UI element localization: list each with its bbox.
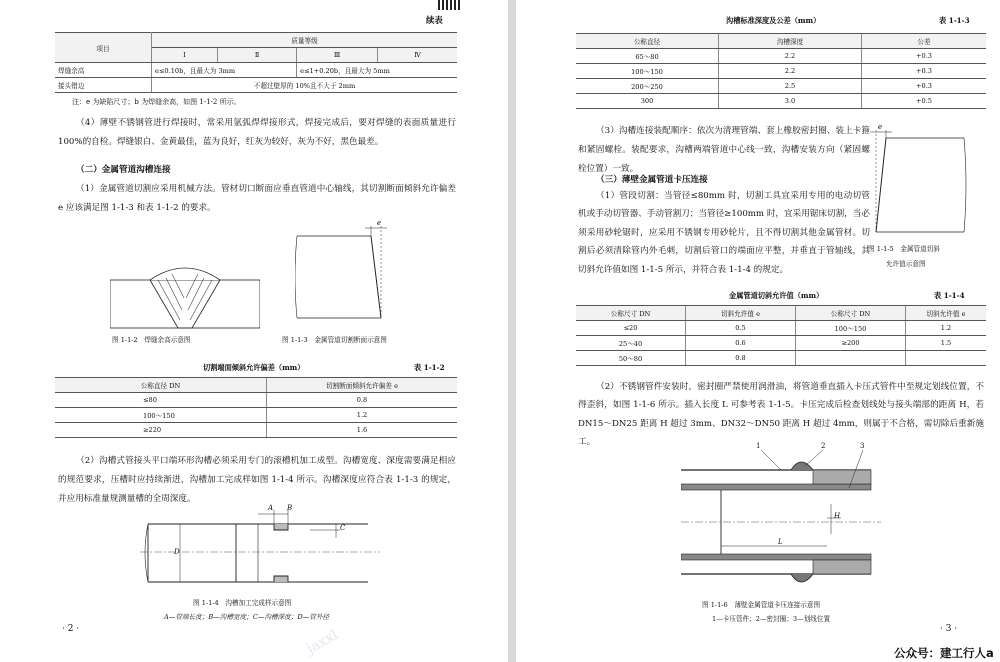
cell: [906, 351, 987, 366]
cell: 2.2: [719, 49, 862, 64]
table-title: 切割端面倾斜允许偏差（mm）: [203, 363, 305, 372]
table-number: 表 1-1-3: [939, 16, 970, 25]
table-row: [55, 408, 457, 423]
section-heading: （三）薄壁金属管道卡压连接: [596, 175, 708, 185]
cell: 0.6: [686, 336, 796, 351]
dimension-label-c: C: [340, 524, 346, 532]
cell: [796, 351, 906, 366]
cell: 200～250: [576, 79, 719, 94]
table-row: [576, 336, 986, 351]
dimension-label-a: A: [268, 504, 274, 512]
table-row: [576, 79, 986, 94]
quality-table-note: 注：e 为缺陷尺寸；b 为焊缝余高，如图 1-1-2 所示。: [72, 98, 241, 106]
grade-2: Ⅱ: [218, 48, 297, 63]
right-page: [516, 0, 1000, 662]
section-heading: （二）金属管道沟槽连接: [76, 165, 171, 175]
table-row: [55, 78, 457, 93]
press-fit-figure: [681, 448, 881, 598]
callout-2: 2: [821, 442, 826, 450]
cell: ≤20: [576, 321, 686, 336]
cell: 300: [576, 94, 719, 109]
paragraph: （1）管段切割：当管径≤80mm 时，切割工具宜采用专用的电动切管机或手动切管器、手动管割刀；当管径≥100mm 时，宜采用锯床切割，当必须采用砂轮锯时，应采用不锈钢专用砂轮片，且不得切割其他金属管材。切割后必须清除管内外毛刺，切割后管口的端面应平整，并垂直于管轴线，其切斜允许值如图 1-1-5 所示，并符合表 1-1-4 的规定。: [578, 191, 870, 275]
pipe-cut-bevel-figure: [868, 124, 968, 236]
cell: 1.6: [267, 423, 458, 438]
e-label: e: [377, 219, 382, 227]
figure-caption: 允许值示意图: [886, 260, 926, 268]
cell: +0.5: [862, 94, 987, 109]
cell: 100～150: [576, 64, 719, 79]
cell: 50～80: [576, 351, 686, 366]
figure-caption: 图 1-1-2 焊缝余高示意图: [112, 336, 191, 344]
e-label: e: [878, 123, 883, 131]
cell: 1.2: [267, 408, 458, 423]
cell: 0.8: [267, 393, 458, 408]
paragraph: （4）薄壁不锈钢管进行焊接时，常采用氩弧焊焊接形式，焊接完成后，要对焊缝的表面质量进行 100%的自检。焊缝银白、金黄最佳，蓝为良好，红灰为较好，灰为不好，黑色最差。: [58, 118, 456, 147]
cell: 65～80: [576, 49, 719, 64]
pipe-cut-section-figure: [295, 222, 395, 322]
table-1-1-2: [55, 377, 457, 438]
table-row: [55, 423, 457, 438]
cell: +0.3: [862, 64, 987, 79]
figure-caption: 图 1-1-5 金属管道切斜: [868, 245, 940, 253]
continued-label: 续表: [426, 15, 443, 25]
figure-caption: 图 1-1-6 薄壁金属管道卡压连接示意图: [702, 601, 821, 609]
paragraph: （2）沟槽式管接头平口端环形沟槽必须采用专门的滚槽机加工成型。沟槽宽度、深度需要满足相应的规范要求，压槽时应持续渐进，沟槽加工完成样如图 1-1-4 所示。沟槽深度应符合表 1-1-3 的规定，并应用标准量规测量槽的全周深度。: [58, 456, 456, 504]
column-header: 公称尺寸 DN: [796, 306, 906, 321]
footer-brand: 公众号：建工行人a: [894, 646, 994, 660]
table-row: [576, 351, 986, 366]
table-row: [576, 64, 986, 79]
dimension-label-b: B: [287, 504, 293, 512]
column-header: 公称尺寸 DN: [576, 306, 686, 321]
cell: 100～150: [55, 408, 267, 423]
quality-table-grade-header: 质量等级: [152, 33, 458, 48]
cell: ≥200: [796, 336, 906, 351]
page-number: · 3 ·: [940, 624, 958, 634]
row-value: 不超过壁厚的 10%且不大于 2mm: [152, 78, 458, 93]
table-1-1-4: [576, 305, 986, 366]
cell: 2.2: [719, 64, 862, 79]
dimension-label-d: D: [174, 548, 180, 556]
grade-3: Ⅲ: [297, 48, 378, 63]
figure-legend: 1—卡压管件；2—密封圈；3—划线位置: [712, 615, 831, 623]
qr-code: [438, 0, 460, 10]
watermark: jaxxl: [304, 626, 341, 658]
weld-reinforcement-figure: [110, 258, 260, 330]
paragraph: （3）沟槽连接装配顺序：依次为清理管端、套上橡胶密封圈、装上卡箍和紧固螺栓。装配要求，沟槽两端管道中心线一致，沟槽安装方向（紧固螺栓位置）一致。: [578, 126, 870, 174]
cell: 1.5: [906, 336, 987, 351]
callout-1: 1: [756, 442, 761, 450]
column-header: 切斜允许值 e: [906, 306, 987, 321]
cell: 3.0: [719, 94, 862, 109]
figure-caption: 图 1-1-3 金属管道切割断面示意图: [282, 336, 387, 344]
dimension-label-l: L: [778, 538, 783, 546]
page-number: · 2 ·: [62, 624, 80, 634]
figure-legend: A—管端长度；B—沟槽宽度；C—沟槽深度；D—管外径: [164, 613, 330, 621]
table-1-1-3: [576, 33, 986, 109]
column-header: 切割断面倾斜允许偏差 e: [267, 378, 458, 393]
column-header: 公称直径: [576, 34, 719, 49]
cell: +0.3: [862, 49, 987, 64]
quality-table-project-header: 项目: [55, 33, 152, 63]
table-number: 表 1-1-4: [934, 291, 965, 300]
cell: 2.5: [719, 79, 862, 94]
paragraph: （1）金属管道切割应采用机械方法。管材切口断面应垂直管道中心轴线，其切割断面倾斜允许偏差 e 应该满足图 1-1-3 和表 1-1-2 的要求。: [58, 184, 456, 213]
row-value-12: e≤0.10b，且最大为 3mm: [152, 63, 297, 78]
cell: ≥220: [55, 423, 267, 438]
table-title: 金属管道切斜允许值（mm）: [729, 291, 824, 300]
column-header: 沟槽深度: [719, 34, 862, 49]
callout-3: 3: [860, 442, 865, 450]
cell: +0.3: [862, 79, 987, 94]
table-row: [55, 63, 457, 78]
table-row: [55, 393, 457, 408]
table-title: 沟槽标准深度及公差（mm）: [726, 16, 821, 25]
row-label: 焊缝余高: [55, 63, 152, 78]
row-value-34: e≤1+0.20b，且最大为 5mm: [297, 63, 457, 78]
grade-4: Ⅳ: [378, 48, 457, 63]
paragraph: （2）不锈钢管件安装时，密封圈严禁使用润滑油，将管道垂直插入卡压式管件中至规定划线位置，不得歪斜，如图 1-1-6 所示。插入长度 L 可参考表 1-1-5。卡压完成后检查划线处与接头端部的距离 H，若 DN15～DN25 距离 H 超过 3mm、DN32～DN50 距离 H 超过 4mm，则属于不合格，需切除后重新施工。: [578, 382, 984, 448]
column-header: 切斜允许值 e: [686, 306, 796, 321]
table-row: [576, 321, 986, 336]
table-row: [576, 49, 986, 64]
dimension-label-h: H: [834, 512, 841, 520]
grade-1: Ⅰ: [152, 48, 218, 63]
table-number: 表 1-1-2: [414, 363, 445, 372]
table-row: [576, 94, 986, 109]
cell: ≤80: [55, 393, 267, 408]
column-header: 公称直径 DN: [55, 378, 267, 393]
cell: 0.8: [686, 351, 796, 366]
row-label: 接头错边: [55, 78, 152, 93]
cell: 0.5: [686, 321, 796, 336]
figure-caption: 图 1-1-4 沟槽加工完成样示意图: [193, 599, 292, 607]
cell: 100～150: [796, 321, 906, 336]
quality-table: [55, 32, 457, 93]
column-header: 公差: [862, 34, 987, 49]
cell: 25～40: [576, 336, 686, 351]
cell: 1.2: [906, 321, 987, 336]
